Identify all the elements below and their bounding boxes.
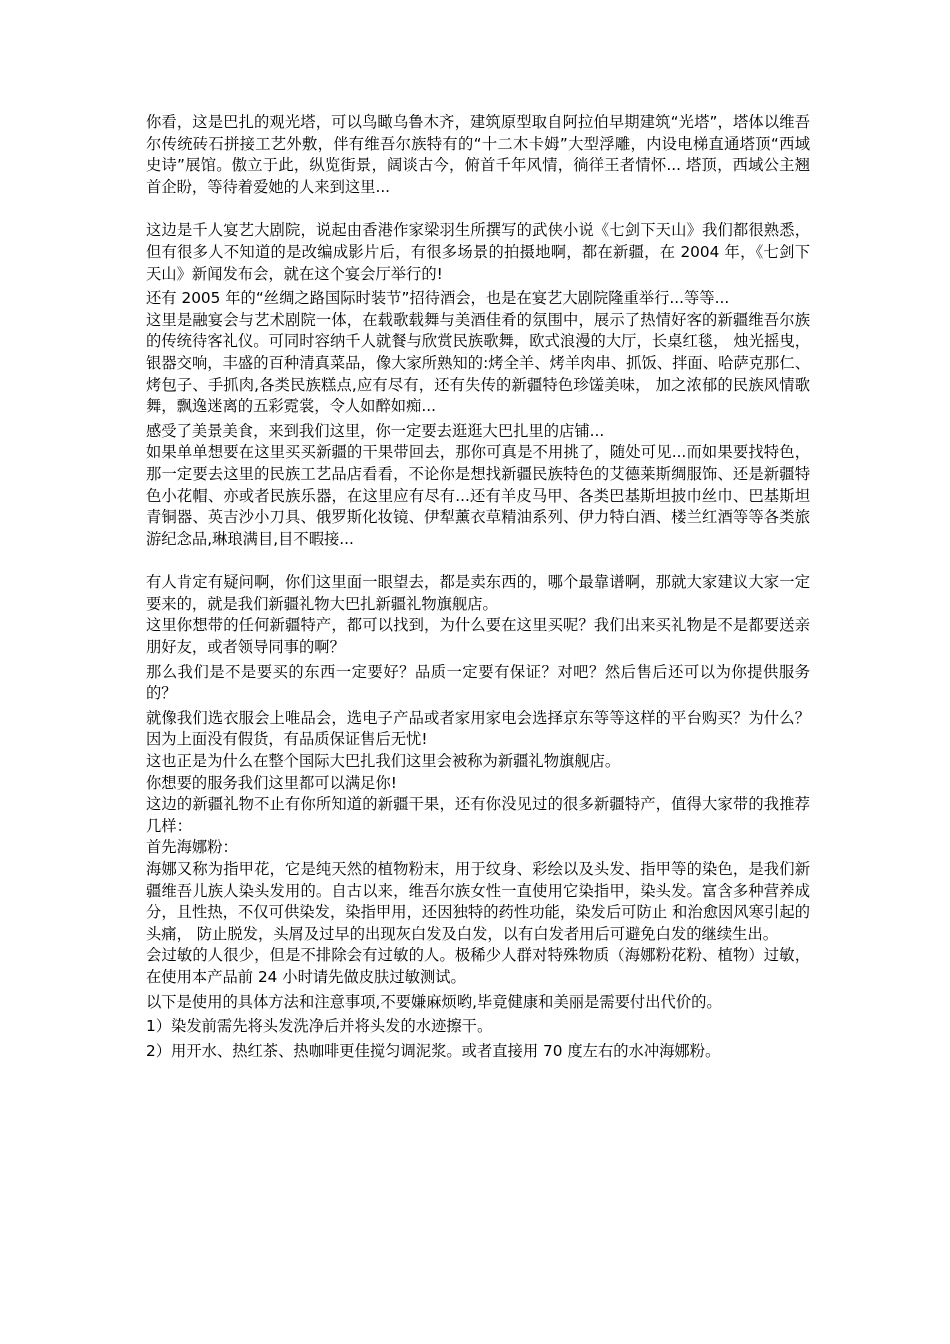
- paragraph-usage-intro: 以下是使用的具体方法和注意事项,不要嫌麻烦哟,毕竟健康和美丽是需要付出代价的。: [146, 992, 722, 1011]
- paragraph-fashion-festival: 还有 2005 年的“丝绸之路国际时装节”招待酒会，也是在宴艺大剧院隆重举行...等等...: [146, 289, 730, 308]
- paragraph-allergy-note: 会过敏的人很少，但是不排除会有过敏的人。极稀少人群对特殊物质（海娜粉花粉、植物）过敏，在使用本产品前 24 小时请先做皮肤过敏测试。: [146, 946, 810, 986]
- paragraph-step-2: 2）用开水、热红茶、热咖啡更佳搅匀调泥浆。或者直接用 70 度左右的水冲海娜粉。: [146, 1041, 721, 1060]
- paragraph-platform-comparison: 就像我们选衣服会上唯品会，选电子产品或者家用家电会选择京东等等这样的平台购买？为什么？因为上面没有假货，有品质保证售后无忧!: [146, 708, 810, 749]
- paragraph-quality: 那么我们是不是要买的东西一定要好？品质一定要有保证？对吧？然后售后还可以为你提供服务的？: [146, 662, 810, 703]
- paragraph-step-1: 1）染发前需先将头发洗净后并将头发的水迹擦干。: [146, 1017, 493, 1036]
- paragraph-crafts: 如果单单想要在这里买买新疆的干果带回去，那你可真是不用挑了，随处可见...而如果要找特色，那一定要去这里的民族工艺品店看看，不论你是想找新疆民族特色的艾德莱斯绸服饰、还是新疆特色小花帽、亦或者民族乐器，在这里应有尽有...还有羊皮马甲、各类巴基斯坦披巾丝巾、巴基斯坦青铜器、英吉沙小刀具、俄罗斯化妆镜、伊犁薰衣草精油系列、伊力特白酒、楼兰红酒等等各类旅游纪念品,琳琅满目,目不暇接...: [146, 443, 810, 548]
- paragraph-banquet-description: 这里是融宴会与艺术剧院一体，在载歌载舞与美酒佳肴的氛围中，展示了热情好客的新疆维吾尔族的传统待客礼仪。可同时容纳千人就餐与欣赏民族歌舞，欧式浪漫的大厅，长桌红毯， 烛光摇曳，银器交响，丰盛的百种清真菜品，像大家所熟知的:烤全羊、烤羊肉串、抓饭、拌面、哈萨克那仁、烤包子、手抓肉,各类民族糕点,应有尽有，还有失传的新疆特色珍馐美味， 加之浓郁的民族风情歌舞，飘逸迷离的五彩霓裳，令人如醉如痴...: [146, 310, 810, 416]
- paragraph-henna-description: 海娜又称为指甲花，它是纯天然的植物粉末，用于纹身、彩绘以及头发、指甲等的染色，是我们新疆维吾儿族人染头发用的。自古以来，维吾尔族女性一直使用它染指甲，染头发。富含多种营养成分，且性热，不仅可供染发，染指甲用，还因独特的药性功能，染发后可防止 和治愈因风寒引起的头痛， 防止脱发，头屑及过早的出现灰白发及白发，以有白发者用后可避免白发的继续生出。: [146, 860, 810, 943]
- paragraph-flagship-store: 有人肯定有疑问啊，你们这里面一眼望去，都是卖东西的，哪个最靠谱啊，那就大家建议大家一定要来的，就是我们新疆礼物大巴扎新疆礼物旗舰店。: [146, 573, 810, 613]
- paragraph-flagship-title: 这也正是为什么在整个国际大巴扎我们这里会被称为新疆礼物旗舰店。: [146, 752, 621, 771]
- paragraph-recommendations: 这边的新疆礼物不止有你所知道的新疆干果，还有你没见过的很多新疆特产，值得大家带的我推荐几样：: [146, 795, 810, 835]
- paragraph-why-buy-here: 这里你想带的任何新疆特产，都可以找到，为什么要在这里买呢？我们出来买礼物是不是都要送亲朋好友，或者领导同事的啊？: [146, 616, 810, 657]
- document-body: [146, 112, 810, 1062]
- paragraph-service: 你想要的服务我们这里都可以满足你!: [146, 773, 397, 792]
- paragraph-shops-intro: 感受了美景美食，来到我们这里，你一定要去逛逛大巴扎里的店铺...: [146, 421, 605, 440]
- paragraph-henna-heading: 首先海娜粉：: [146, 838, 238, 857]
- paragraph-banquet-theater: 这边是千人宴艺大剧院，说起由香港作家梁羽生所撰写的武侠小说《七剑下天山》我们都很熟悉，但有很多人不知道的是改编成影片后，有很多场景的拍摄地啊，都在新疆，在 2004 年，《七剑下天山》新闻发布会，就在这个宴会厅举行的!: [146, 221, 810, 283]
- paragraph-sightseeing-tower: 你看，这是巴扎的观光塔，可以鸟瞰乌鲁木齐，建筑原型取自阿拉伯早期建筑“光塔”，塔体以维吾尔传统砖石拼接工艺外敷，伴有维吾尔族特有的“十二木卡姆”大型浮雕，内设电梯直通塔顶“西域史诗”展馆。傲立于此，纵览街景，阔谈古今，俯首千年风情，徜徉王者情怀... 塔顶，西域公主翘首企盼，等待着爱她的人来到这里...: [146, 113, 810, 196]
